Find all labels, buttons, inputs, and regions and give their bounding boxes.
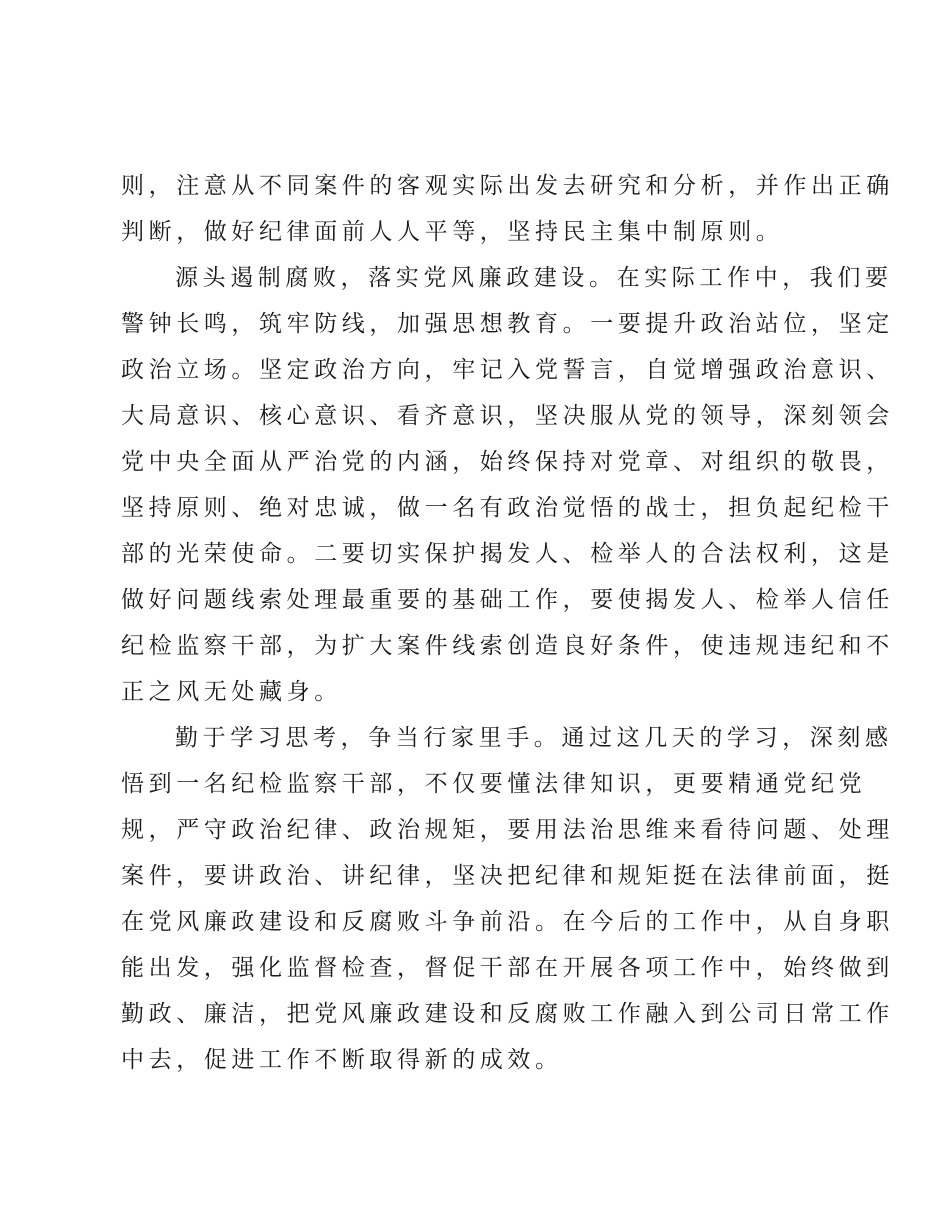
paragraph-first-line: 勤于学习思考，争当行家里手。通过这几天的学习，深刻感 bbox=[175, 725, 893, 751]
body-text-line: 判断，做好纪律面前人人平等，坚持民主集中制原则。 bbox=[121, 219, 784, 245]
body-text-line: 规，严守政治纪律、政治规矩，要用法治思维来看待问题、处理 bbox=[121, 817, 894, 843]
document-body bbox=[121, 163, 894, 1083]
body-text-line: 纪检监察干部，为扩大案件线索创造良好条件，使违规违纪和不 bbox=[121, 633, 894, 659]
body-text-line: 警钟长鸣，筑牢防线，加强思想教育。一要提升政治站位，坚定 bbox=[121, 311, 894, 337]
body-text-line: 坚持原则、绝对忠诚，做一名有政治觉悟的战士，担负起纪检干 bbox=[121, 495, 894, 521]
body-text-line: 案件，要讲政治、讲纪律，坚决把纪律和规矩挺在法律前面，挺 bbox=[121, 863, 894, 889]
body-text-line: 能出发，强化监督检查，督促干部在开展各项工作中，始终做到 bbox=[121, 955, 894, 981]
body-text-line: 大局意识、核心意识、看齐意识，坚决服从党的领导，深刻领会 bbox=[121, 403, 894, 429]
body-text-line: 悟到一名纪检监察干部，不仅要懂法律知识，更要精通党纪党 bbox=[121, 771, 867, 797]
body-text-line: 部的光荣使命。二要切实保护揭发人、检举人的合法权利，这是 bbox=[121, 541, 894, 567]
body-text-line: 则，注意从不同案件的客观实际出发去研究和分析，并作出正确 bbox=[121, 173, 894, 199]
paragraph-first-line: 源头遏制腐败，落实党风廉政建设。在实际工作中，我们要 bbox=[175, 265, 893, 291]
body-text-line: 中去，促进工作不断取得新的成效。 bbox=[121, 1047, 563, 1073]
body-text-line: 政治立场。坚定政治方向，牢记入党誓言，自觉增强政治意识、 bbox=[121, 357, 894, 383]
body-text-line: 做好问题线索处理最重要的基础工作，要使揭发人、检举人信任 bbox=[121, 587, 894, 613]
body-text-line: 党中央全面从严治党的内涵，始终保持对党章、对组织的敬畏， bbox=[121, 449, 894, 475]
body-text-line: 在党风廉政建设和反腐败斗争前沿。在今后的工作中，从自身职 bbox=[121, 909, 894, 935]
body-text-line: 正之风无处藏身。 bbox=[121, 679, 342, 705]
body-text-line: 勤政、廉洁，把党风廉政建设和反腐败工作融入到公司日常工作 bbox=[121, 1001, 894, 1027]
